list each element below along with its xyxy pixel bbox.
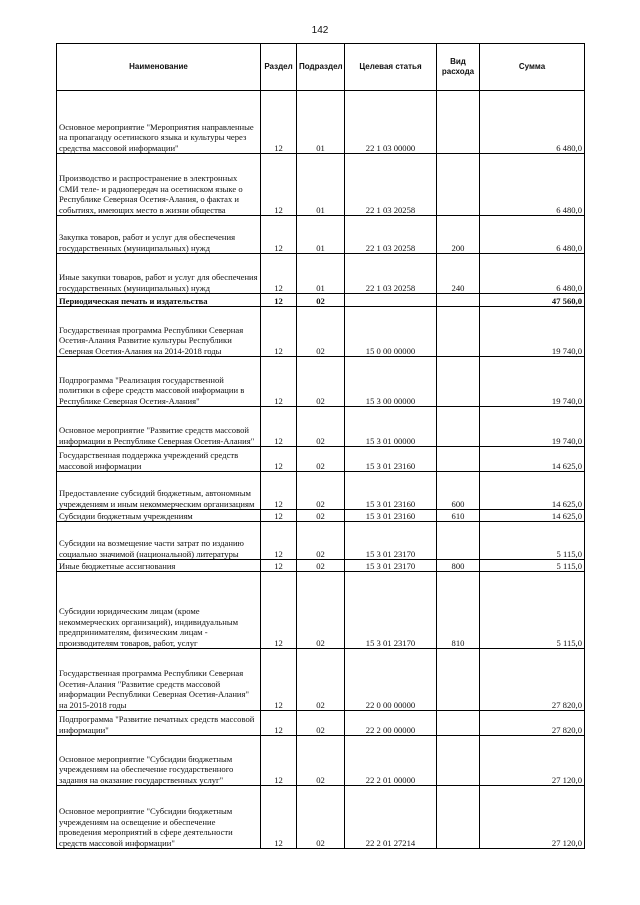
row-section: 12 [261,447,297,472]
row-name: Субсидии юридическим лицам (кроме некоммерческих организаций), индивидуальным предпринимателям, физическим лицам - производителям товаров, работ, услуг [57,572,261,649]
row-sum: 6 480,0 [480,91,585,154]
row-name: Субсидии бюджетным учреждениям [57,510,261,522]
row-article: 15 0 00 00000 [345,307,437,357]
row-sum: 14 625,0 [480,447,585,472]
row-article: 22 1 03 20258 [345,216,437,254]
row-name: Субсидии на возмещение части затрат по изданию социально значимой (национальной) литературы [57,522,261,560]
row-section: 12 [261,472,297,510]
table-row [57,254,585,294]
row-section: 12 [261,294,297,307]
row-subsection: 01 [297,216,345,254]
row-expense-type [437,522,480,560]
row-article: 22 0 00 00000 [345,649,437,711]
row-expense-type [437,91,480,154]
row-name: Государственная программа Республики Северная Осетия-Алания "Развитие средств массовой информации Республики Северная Осетия-Алания" на 2015-2018 годы [57,649,261,711]
row-subsection: 02 [297,357,345,407]
table-row [57,472,585,510]
row-article: 22 1 03 20258 [345,154,437,216]
row-name: Основное мероприятие "Мероприятия направленные на пропаганду осетинского языка и культуры через средства массовой информации" [57,91,261,154]
row-sum: 5 115,0 [480,572,585,649]
row-section: 12 [261,154,297,216]
row-name: Основное мероприятие "Развитие средств массовой информации в Республике Северная Осетия-Алания" [57,407,261,447]
row-sum: 14 625,0 [480,510,585,522]
table-body [57,91,585,849]
row-subsection: 01 [297,254,345,294]
row-sum: 6 480,0 [480,254,585,294]
row-section: 12 [261,560,297,572]
row-expense-type [437,786,480,849]
budget-table [56,43,585,849]
header-section: Раздел [261,44,297,91]
row-name: Подпрограмма "Реализация государственной политики в сфере средств массовой информации в Республике Северная Осетия-Алания" [57,357,261,407]
table-row [57,447,585,472]
table-row [57,522,585,560]
row-expense-type [437,711,480,736]
row-article: 15 3 01 00000 [345,407,437,447]
header-subsection: Подраздел [297,44,345,91]
table-row [57,407,585,447]
row-section: 12 [261,407,297,447]
row-sum: 14 625,0 [480,472,585,510]
row-section: 12 [261,649,297,711]
row-section: 12 [261,572,297,649]
table-row [57,786,585,849]
row-name: Государственная программа Республики Северная Осетия-Алания Развитие культуры Республики Северная Осетия-Алания на 2014-2018 годы [57,307,261,357]
row-sum: 19 740,0 [480,357,585,407]
row-subsection: 02 [297,560,345,572]
row-article [345,294,437,307]
row-subsection: 02 [297,572,345,649]
row-sum: 27 820,0 [480,711,585,736]
header-sum: Сумма [480,44,585,91]
row-section: 12 [261,91,297,154]
table-row [57,736,585,786]
header-article: Целевая статья [345,44,437,91]
table-row [57,357,585,407]
row-subsection: 01 [297,91,345,154]
row-section: 12 [261,254,297,294]
table-row [57,649,585,711]
row-expense-type [437,154,480,216]
row-subsection: 02 [297,447,345,472]
row-name: Периодическая печать и издательства [57,294,261,307]
table-row [57,510,585,522]
row-name: Иные бюджетные ассигнования [57,560,261,572]
row-expense-type: 240 [437,254,480,294]
row-article: 15 3 01 23160 [345,447,437,472]
row-article: 15 3 01 23160 [345,510,437,522]
row-subsection: 02 [297,522,345,560]
row-section: 12 [261,522,297,560]
table-row [57,294,585,307]
row-subsection: 02 [297,472,345,510]
table-row [57,154,585,216]
row-sum: 5 115,0 [480,560,585,572]
row-article: 22 1 03 00000 [345,91,437,154]
row-sum: 27 120,0 [480,736,585,786]
row-name: Закупка товаров, работ и услуг для обеспечения государственных (муниципальных) нужд [57,216,261,254]
table-row [57,560,585,572]
row-expense-type: 600 [437,472,480,510]
row-name: Основное мероприятие "Субсидии бюджетным учреждениям на освещение и обеспечение проведения мероприятий в сфере деятельности средств массовой информации" [57,786,261,849]
row-section: 12 [261,357,297,407]
row-subsection: 02 [297,307,345,357]
row-sum: 5 115,0 [480,522,585,560]
row-article: 15 3 01 23170 [345,560,437,572]
row-sum: 6 480,0 [480,154,585,216]
row-name: Подпрограмма "Развитие печатных средств массовой информации" [57,711,261,736]
row-section: 12 [261,216,297,254]
table-row [57,216,585,254]
row-article: 15 3 00 00000 [345,357,437,407]
row-expense-type [437,294,480,307]
row-name: Производство и распространение в электронных СМИ теле- и радиопередач на осетинском языке о Республике Северная Осетия-Алания, о фактах и событиях, имеющих место в жизни общества [57,154,261,216]
row-subsection: 02 [297,649,345,711]
row-article: 22 2 01 00000 [345,736,437,786]
row-sum: 27 820,0 [480,649,585,711]
row-sum: 27 120,0 [480,786,585,849]
row-section: 12 [261,510,297,522]
row-subsection: 02 [297,786,345,849]
page-number: 142 [311,25,329,36]
row-section: 12 [261,736,297,786]
row-subsection: 02 [297,294,345,307]
row-sum: 19 740,0 [480,307,585,357]
row-expense-type [437,649,480,711]
row-section: 12 [261,307,297,357]
row-name: Предоставление субсидий бюджетным, автономным учреждениям и иным некоммерческим организациям [57,472,261,510]
row-expense-type [437,736,480,786]
row-section: 12 [261,786,297,849]
row-article: 22 2 00 00000 [345,711,437,736]
row-subsection: 02 [297,407,345,447]
row-expense-type [437,357,480,407]
row-expense-type: 810 [437,572,480,649]
row-subsection: 02 [297,736,345,786]
header-name: Наименование [57,44,261,91]
row-section: 12 [261,711,297,736]
row-name: Основное мероприятие "Субсидии бюджетным учреждениям на обеспечение государственного задания на оказание государственных услуг" [57,736,261,786]
row-expense-type: 800 [437,560,480,572]
row-sum: 6 480,0 [480,216,585,254]
row-article: 22 2 01 27214 [345,786,437,849]
row-article: 15 3 01 23170 [345,572,437,649]
row-expense-type: 610 [437,510,480,522]
header-expense-type: Вид расхода [437,44,480,91]
row-sum: 19 740,0 [480,407,585,447]
row-subsection: 02 [297,510,345,522]
row-article: 15 3 01 23170 [345,522,437,560]
row-name: Государственная поддержка учреждений средств массовой информации [57,447,261,472]
row-article: 22 1 03 20258 [345,254,437,294]
row-sum: 47 560,0 [480,294,585,307]
row-expense-type [437,407,480,447]
row-expense-type [437,307,480,357]
row-name: Иные закупки товаров, работ и услуг для обеспечения государственных (муниципальных) нужд [57,254,261,294]
row-subsection: 01 [297,154,345,216]
row-expense-type [437,447,480,472]
table-header-row [57,44,585,91]
table-row [57,307,585,357]
row-subsection: 02 [297,711,345,736]
row-expense-type: 200 [437,216,480,254]
table-row [57,572,585,649]
table-row [57,711,585,736]
table-row [57,91,585,154]
row-article: 15 3 01 23160 [345,472,437,510]
